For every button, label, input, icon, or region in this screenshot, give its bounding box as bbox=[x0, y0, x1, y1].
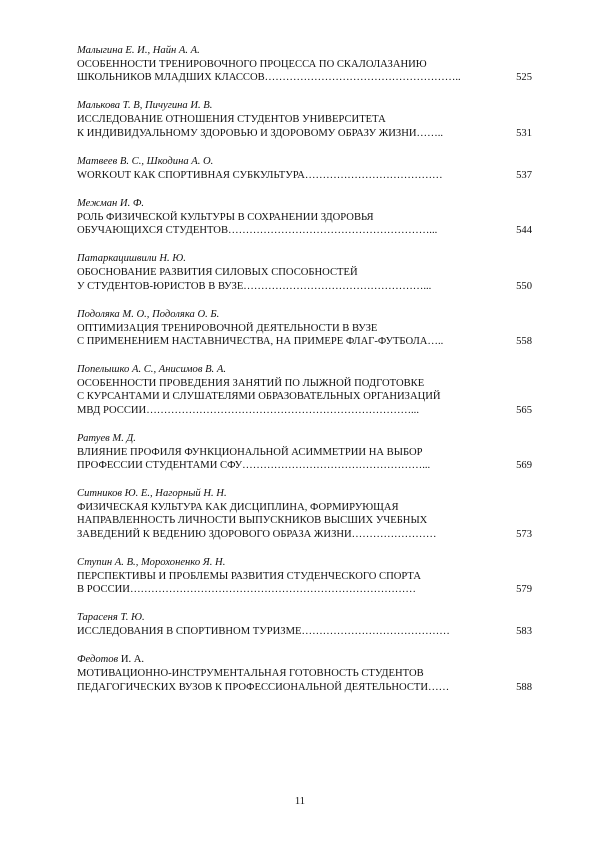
entry-title-line: С ПРИМЕНЕНИЕМ НАСТАВНИЧЕСТВА, НА ПРИМЕРЕ ФЛАГ-ФУТБОЛА….. 558 bbox=[77, 336, 532, 348]
entry-page-number: 569 bbox=[516, 460, 532, 472]
entry-title-line: МВД РОССИИ…………………………………………………………………... 565 bbox=[77, 404, 532, 416]
entry-page-number: 573 bbox=[516, 528, 532, 540]
entry-page-number: 558 bbox=[516, 336, 532, 348]
toc-entry[interactable] bbox=[77, 557, 532, 596]
entry-authors: Матвеев В. С., Шкодина А. О. bbox=[77, 155, 214, 167]
toc-entry[interactable] bbox=[77, 45, 532, 84]
entry-authors: Малыгина Е. И., Найн А. А. bbox=[77, 45, 200, 56]
toc-entry[interactable] bbox=[77, 198, 532, 237]
entry-title-line: РОЛЬ ФИЗИЧЕСКОЙ КУЛЬТУРЫ В СОХРАНЕНИИ ЗДОРОВЬЯ bbox=[77, 212, 374, 224]
entry-title-line: ШКОЛЬНИКОВ МЛАДШИХ КЛАССОВ……………………………………………….. 525 bbox=[77, 72, 532, 84]
entry-title-line: У СТУДЕНТОВ-ЮРИСТОВ В ВУЗЕ……………………………………………... 550 bbox=[77, 280, 532, 292]
entry-title-line: ОПТИМИЗАЦИЯ ТРЕНИРОВОЧНОЙ ДЕЯТЕЛЬНОСТИ В ВУЗЕ bbox=[77, 322, 378, 334]
entry-authors: Патаркацишвили Н. Ю. bbox=[77, 253, 186, 265]
table-of-contents bbox=[77, 45, 532, 710]
entry-title-line: ПЕДАГОГИЧЕСКИХ ВУЗОВ К ПРОФЕССИОНАЛЬНОЙ ДЕЯТЕЛЬНОСТИ…… 588 bbox=[77, 681, 532, 693]
entry-page-number: 544 bbox=[516, 225, 532, 237]
toc-entry[interactable] bbox=[77, 433, 532, 472]
entry-title-line: ИССЛЕДОВАНИЯ В СПОРТИВНОМ ТУРИЗМЕ…………………………………… 583 bbox=[77, 626, 532, 638]
entry-title-line: МОТИВАЦИОННО-ИНСТРУМЕНТАЛЬНАЯ ГОТОВНОСТЬ СТУДЕНТОВ bbox=[77, 668, 424, 680]
page-number: 11 bbox=[294, 796, 306, 807]
toc-entry[interactable] bbox=[77, 309, 532, 348]
entry-title-line: НАПРАВЛЕННОСТЬ ЛИЧНОСТИ ВЫПУСКНИКОВ ВЫСШИХ УЧЕБНЫХ bbox=[77, 515, 428, 527]
toc-entry[interactable] bbox=[77, 488, 532, 541]
entry-title-line: ОСОБЕННОСТИ ТРЕНИРОВОЧНОГО ПРОЦЕССА ПО СКАЛОЛАЗАНИЮ bbox=[77, 59, 427, 70]
entry-title-line: ВЛИЯНИЕ ПРОФИЛЯ ФУНКЦИОНАЛЬНОЙ АСИММЕТРИИ НА ВЫБОР bbox=[77, 446, 423, 458]
toc-entry[interactable] bbox=[77, 156, 532, 182]
entry-page-number: 550 bbox=[516, 280, 532, 292]
entry-title-line: ОБОСНОВАНИЕ РАЗВИТИЯ СИЛОВЫХ СПОСОБНОСТЕЙ bbox=[77, 267, 358, 279]
entry-page-number: 531 bbox=[516, 127, 532, 139]
entry-authors: Ситников Ю. Е., Нагорный Н. Н. bbox=[77, 488, 227, 500]
toc-entry[interactable] bbox=[77, 612, 532, 638]
entry-page-number: 565 bbox=[516, 404, 532, 416]
entry-page-number: 525 bbox=[516, 72, 532, 84]
toc-entry[interactable] bbox=[77, 364, 532, 417]
entry-title-line: ИССЛЕДОВАНИЕ ОТНОШЕНИЯ СТУДЕНТОВ УНИВЕРСИТЕТА bbox=[77, 114, 386, 126]
entry-title-line: ОБУЧАЮЩИХСЯ СТУДЕНТОВ…………………………………………………... 544 bbox=[77, 225, 532, 237]
entry-authors: Малькова Т. В, Пичугина И. В. bbox=[77, 100, 213, 112]
entry-authors: Подоляка М. О., Подоляка О. Б. bbox=[77, 308, 220, 320]
entry-authors: Межман И. Ф. bbox=[77, 198, 145, 210]
entry-page-number: 579 bbox=[516, 584, 532, 596]
entry-title-line: К ИНДИВИДУАЛЬНОМУ ЗДОРОВЬЮ И ЗДОРОВОМУ ОБРАЗУ ЖИЗНИ…….. 531 bbox=[77, 127, 532, 139]
entry-title-line: ПРОФЕССИИ СТУДЕНТАМИ СФУ……………………………………………... 569 bbox=[77, 460, 532, 472]
entry-title-line: WORKOUT КАК СПОРТИВНАЯ СУБКУЛЬТУРА………………………………… 537 bbox=[77, 169, 532, 181]
entry-authors: Ратуев М. Д. bbox=[77, 432, 136, 444]
entry-authors: Попелышко А. С., Анисимов В. А. bbox=[77, 364, 226, 376]
entry-title-line: С КУРСАНТАМИ И СЛУШАТЕЛЯМИ ОБРАЗОВАТЕЛЬНЫХ ОРГАНИЗАЦИЙ bbox=[77, 391, 441, 403]
toc-entry[interactable] bbox=[77, 654, 532, 693]
entry-authors: Ступин А. В., Морохоненко Я. Н. bbox=[77, 556, 226, 568]
entry-authors: Тарасеня Т. Ю. bbox=[77, 612, 145, 624]
entry-page-number: 537 bbox=[516, 169, 532, 181]
entry-title-line: В РОССИИ……………………………………………………………………… 579 bbox=[77, 584, 532, 596]
entry-title-line: ЗАВЕДЕНИЙ К ВЕДЕНИЮ ЗДОРОВОГО ОБРАЗА ЖИЗНИ…………………… 573 bbox=[77, 528, 532, 540]
entry-title-line: ОСОБЕННОСТИ ПРОВЕДЕНИЯ ЗАНЯТИЙ ПО ЛЫЖНОЙ ПОДГОТОВКЕ bbox=[77, 378, 425, 390]
toc-entry[interactable] bbox=[77, 100, 532, 139]
entry-title-line: ФИЗИЧЕСКАЯ КУЛЬТУРА КАК ДИСЦИПЛИНА, ФОРМИРУЮЩАЯ bbox=[77, 502, 399, 514]
toc-entry[interactable] bbox=[77, 253, 532, 292]
entry-authors: Федотов И. А. bbox=[77, 654, 145, 666]
entry-page-number: 583 bbox=[516, 626, 532, 638]
entry-page-number: 588 bbox=[516, 681, 532, 693]
entry-title-line: ПЕРСПЕКТИВЫ И ПРОБЛЕМЫ РАЗВИТИЯ СТУДЕНЧЕСКОГО СПОРТА bbox=[77, 570, 421, 582]
